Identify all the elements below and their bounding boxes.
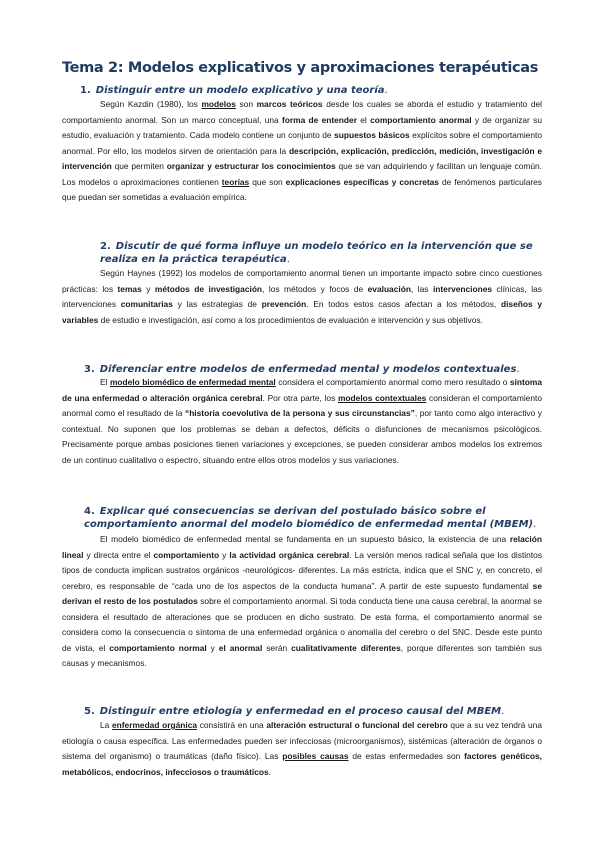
section-heading-text: Distinguir entre un modelo explicativo y una teoría <box>95 85 385 96</box>
section-number: 1. <box>80 85 91 96</box>
section-heading-1: 1. Distinguir entre un modelo explicativo y una teoría. <box>80 85 388 96</box>
section-number: 5. <box>84 706 95 717</box>
section-paragraph-3: El modelo biomédico de enfermedad mental considera el comportamiento anormal como mero resultado o síntoma de una enfermedad o alteración orgánica cerebral. Por otra parte, los modelos contextuales consideran el comportamiento anormal como el resultado de la “historia coevolutiva de la persona y sus circunstancias”, por tanto como algo interactivo y contextual. No suponen que los problemas se deban a defectos, déficits o disfunciones de mecanismos psicológicos. Precisamente porque ambas posiciones tienen variaciones y excepciones, se pueden considerar ambos modelos los extremos de un continuo cualitativo o espectro, situando entre ellos otros modelos y sus variaciones. <box>62 377 543 465</box>
section-paragraph-1: Según Kazdin (1980), los modelos son marcos teóricos desde los cuales se aborda el estudio y tratamiento del comportamiento anormal. Son un marco conceptual, una forma de entender el comportamiento anormal y de organizar su estudio, evaluación y tratamiento. Cada modelo contiene un conjunto de supuestos básicos explícitos sobre el comportamiento anormal. Por ello, los modelos sirven de orientación para la descripción, explicación, predicción, medición, investigación e intervención que permiten organizar y estructurar los conocimientos que se van adquiriendo y facilitan un lenguaje común. Los modelos o aproximaciones contienen teorías que son explicaciones específicas y concretas de fenómenos particulares que puedan ser sometidas a evaluación empírica. <box>62 99 543 202</box>
section-heading-4: 4. Explicar qué consecuencias se derivan del postulado básico sobre el comportamiento anormal del modelo biomédico de enfermedad mental (MBEM). <box>84 506 537 530</box>
section-number: 2. <box>100 241 111 252</box>
page-title: Tema 2: Modelos explicativos y aproximaciones terapéuticas <box>62 60 538 76</box>
section-heading-text: Diferenciar entre modelos de enfermedad mental y modelos contextuales <box>99 364 517 375</box>
section-heading-text: Distinguir entre etiología y enfermedad en el proceso causal del MBEM <box>99 706 502 717</box>
section-paragraph-2: Según Haynes (1992) los modelos de comportamiento anormal tienen un importante impacto sobre cinco cuestiones prácticas: los temas y métodos de investigación, los métodos y focos de evaluación, las intervenciones clínicas, las intervenciones comunitarias y las estrategias de prevención. En todos estos casos afectan a los métodos, diseños y variables de estudio e investigación, así como a los procedimientos de evaluación e intervención y sus objetivos. <box>62 268 542 325</box>
section-heading-2: 2. Discutir de qué forma influye un modelo teórico en la intervención que se realiza en la práctica terapéutica. <box>100 241 533 265</box>
section-heading-text: Discutir de qué forma influye un modelo teórico en la intervención que se realiza en la práctica terapéutica <box>100 241 533 265</box>
section-number: 3. <box>84 364 95 375</box>
section-number: 4. <box>84 506 95 517</box>
section-heading-text: Explicar qué consecuencias se derivan del postulado básico sobre el comportamiento anormal del modelo biomédico de enfermedad mental (MBEM) <box>84 506 534 530</box>
section-heading-5: 5. Distinguir entre etiología y enfermedad en el proceso causal del MBEM. <box>84 706 505 717</box>
section-paragraph-5: La enfermedad orgánica consistirá en una alteración estructural o funcional del cerebro que a su vez tendrá una etiología o causa específica. Las enfermedades pueden ser infecciosas (microorganismos), sistémicas (alteración de órganos o sistema del organismo) o traumáticas (daño físico). Las posibles causas de estas enfermedades son factores genéticos, metabólicos, endocrinos, infecciosos o traumáticos. <box>62 720 542 777</box>
section-paragraph-4: El modelo biomédico de enfermedad mental se fundamenta en un supuesto básico, la existencia de una relación lineal y directa entre el comportamiento y la actividad orgánica cerebral. La versión menos radical señala que los distintos tipos de conducta implican sustratos orgánicos -neurológicos- diferentes. La más estricta, indica que el SNC y, en concreto, el cerebro, es responsable de “cada uno de los aspectos de la conducta humana”. A partir de este supuesto fundamental se derivan el resto de los postulados sobre el comportamiento anormal. Si toda conducta tiene una causa cerebral, la anormal se considera el resultado de alteraciones que se producen en dicho sustrato. De esta forma, el comportamiento anormal se considera como la consecuencia o síntoma de una enfermedad orgánica o anomalía del cerebro o del SNC. Desde este punto de vista, el comportamiento normal y el anormal serán cualitativamente diferentes, porque diferentes son también sus causas y mecanismos. <box>62 534 542 668</box>
section-heading-3: 3. Diferenciar entre modelos de enfermedad mental y modelos contextuales. <box>84 364 520 375</box>
